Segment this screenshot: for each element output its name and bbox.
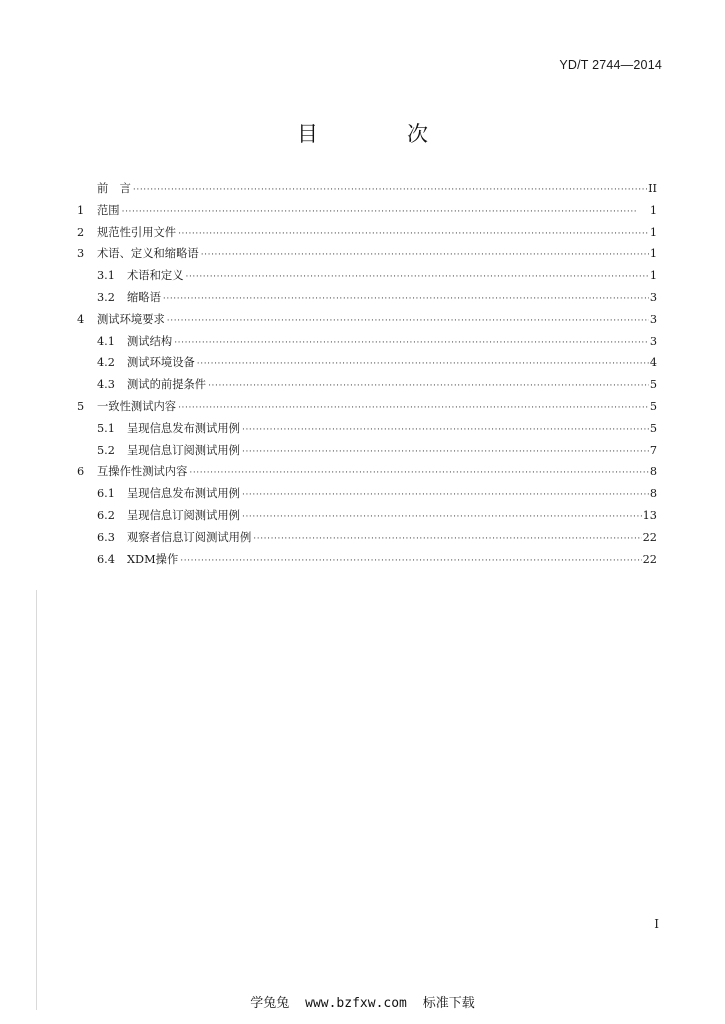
toc-entry-label: 前 言 [97, 182, 131, 195]
toc-leader-dots [189, 463, 648, 485]
toc-leader-dots [180, 551, 641, 573]
toc-entry-label: 测试环境要求 [97, 312, 165, 326]
toc-entry-number: 4.1 [97, 334, 115, 348]
toc-entry[interactable] [77, 352, 657, 374]
toc-entry-label: 呈现信息订阅测试用例 [127, 508, 240, 522]
toc-entry-number: 6.3 [97, 530, 115, 544]
toc-entry-label: 术语和定义 [127, 269, 184, 283]
footer-url[interactable]: www.bzfxw.com [305, 996, 407, 1011]
toc-leader-dots [174, 333, 649, 355]
toc-entry-label: 呈现信息发布测试用例 [127, 421, 240, 435]
toc-entry[interactable] [77, 265, 657, 287]
toc-leader-dots [242, 442, 649, 464]
toc-leader-dots [208, 376, 649, 398]
toc-entry[interactable] [77, 331, 657, 353]
toc-entry-number: 5.2 [97, 443, 115, 457]
toc-leader-dots [201, 245, 649, 267]
toc-entry-number: 4 [77, 312, 85, 326]
toc-entry-label: XDM操作 [127, 552, 179, 566]
footer-site-name: 学兔兔 [250, 996, 290, 1011]
toc-entry-page: 22 [642, 530, 657, 544]
toc-entry-label: 术语、定义和缩略语 [97, 247, 199, 261]
toc-leader-dots [163, 289, 649, 311]
toc-entry-page: 3 [649, 334, 657, 348]
toc-entry-number: 5.1 [97, 421, 115, 435]
toc-entry[interactable] [77, 374, 657, 396]
toc-entry-number: 6.2 [97, 508, 115, 522]
toc-entry-label: 观察者信息订阅测试用例 [127, 530, 252, 544]
scan-edge-line [36, 590, 37, 1010]
page-title: 目 次 [297, 122, 462, 146]
toc-entry-page: 1 [649, 269, 657, 283]
toc-entry-label: 呈现信息发布测试用例 [127, 487, 240, 501]
standard-code: YD/T 2744—2014 [559, 58, 662, 72]
toc-entry-page: 7 [649, 443, 657, 457]
toc-entry-number: 6.4 [97, 552, 115, 566]
toc-entry[interactable] [77, 527, 657, 549]
toc-entry-label: 一致性测试内容 [97, 399, 177, 413]
toc-leader-dots [242, 420, 649, 442]
toc-entry-label: 测试结构 [127, 334, 173, 348]
footer-tagline: 标准下载 [422, 996, 475, 1011]
toc-entry[interactable] [77, 287, 657, 309]
toc-entry-number: 3.1 [97, 269, 115, 283]
toc-entry[interactable] [77, 483, 657, 505]
toc-entry-label: 缩略语 [127, 290, 161, 304]
toc-entry-label: 测试的前提条件 [127, 378, 207, 392]
toc-entry-label: 范围 [97, 203, 120, 217]
toc-leader-dots [122, 202, 649, 224]
toc-entry-label: 互操作性测试内容 [97, 465, 188, 479]
toc-entry-page: 5 [649, 421, 657, 435]
toc-entry[interactable] [77, 396, 657, 418]
toc-entry[interactable] [77, 243, 657, 265]
footer-watermark [0, 992, 725, 1011]
toc-leader-dots [197, 354, 649, 376]
toc-entry-number: 3.2 [97, 290, 115, 304]
table-of-contents [77, 178, 657, 570]
toc-entry[interactable] [77, 178, 657, 200]
toc-entry-page: 4 [649, 356, 657, 370]
toc-entry-number: 1 [77, 203, 85, 217]
toc-entry-page: 3 [649, 312, 657, 326]
toc-leader-dots [242, 507, 642, 529]
toc-entry-page: 8 [649, 487, 657, 501]
toc-entry-page: 3 [649, 290, 657, 304]
toc-entry-label: 规范性引用文件 [97, 225, 177, 239]
toc-entry-number: 5 [77, 399, 85, 413]
toc-entry-page: 22 [642, 552, 657, 566]
toc-leader-dots [242, 485, 649, 507]
toc-leader-dots [178, 398, 649, 420]
toc-entry-page: 5 [649, 399, 657, 413]
page-number: I [654, 917, 659, 931]
toc-leader-dots [186, 267, 649, 289]
toc-entry-page: 1 [649, 247, 657, 261]
toc-entry[interactable] [77, 549, 657, 571]
toc-entry-label: 测试环境设备 [127, 356, 195, 370]
toc-leader-dots [178, 224, 649, 246]
toc-leader-dots [167, 311, 649, 333]
toc-entry[interactable] [77, 309, 657, 331]
toc-entry-page: II [648, 182, 657, 195]
toc-entry-number: 4.3 [97, 378, 115, 392]
toc-entry-page: 8 [649, 465, 657, 479]
toc-entry-page: 1 [649, 203, 657, 217]
toc-entry-page: 5 [649, 378, 657, 392]
toc-leader-dots [253, 529, 641, 551]
toc-entry-label: 呈现信息订阅测试用例 [127, 443, 240, 457]
toc-entry[interactable] [77, 418, 657, 440]
toc-entry-number: 6 [77, 465, 85, 479]
toc-entry-number: 2 [77, 225, 85, 239]
toc-entry[interactable] [77, 461, 657, 483]
toc-entry-page: 13 [642, 508, 657, 522]
toc-entry[interactable] [77, 222, 657, 244]
toc-entry-number: 3 [77, 247, 85, 261]
toc-entry-page: 1 [649, 225, 657, 239]
toc-entry[interactable] [77, 200, 657, 222]
toc-entry[interactable] [77, 505, 657, 527]
toc-entry-number: 4.2 [97, 356, 115, 370]
toc-entry[interactable] [77, 440, 657, 462]
toc-entry-number: 6.1 [97, 487, 115, 501]
toc-leader-dots [133, 180, 647, 202]
